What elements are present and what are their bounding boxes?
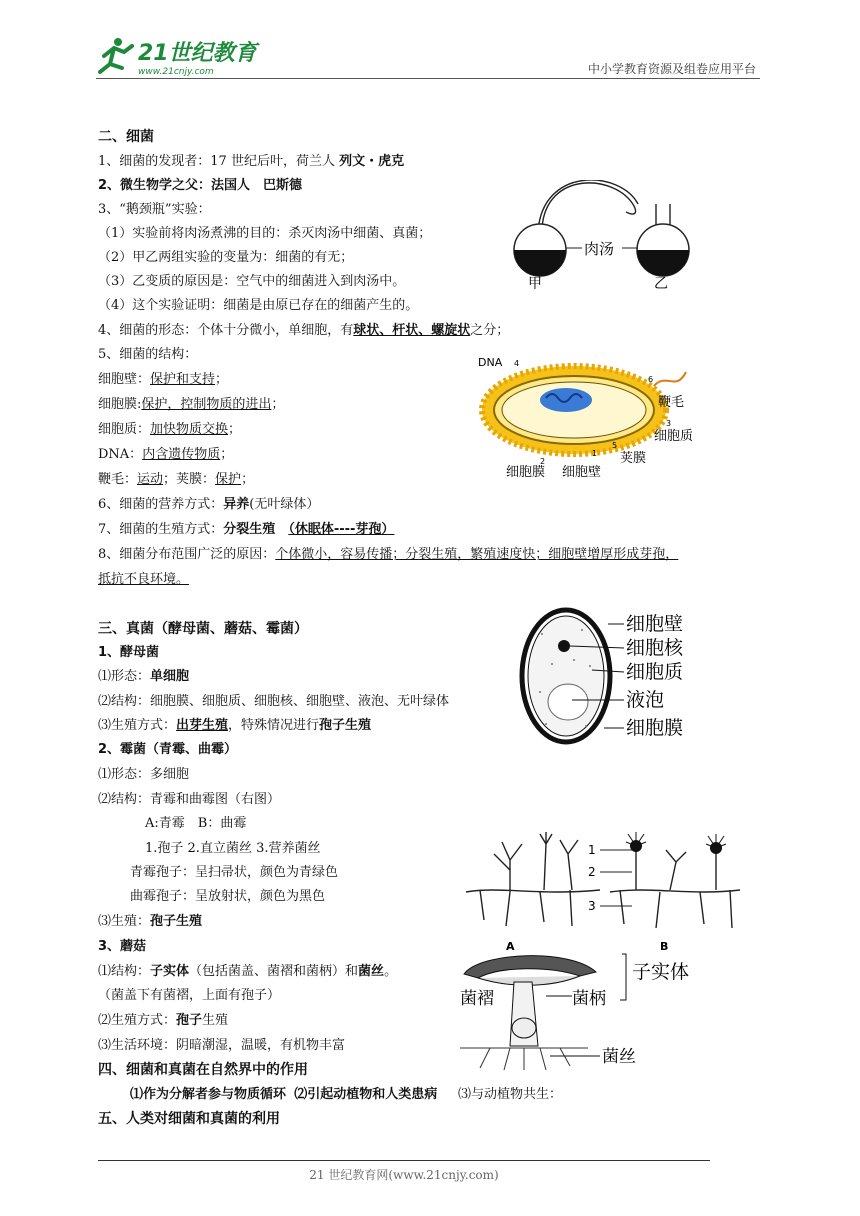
yeast-heading: 1、酵母菌 xyxy=(98,645,160,660)
mushroom-gill-note: （菌盖下有菌褶，上面有孢子） xyxy=(98,988,281,1003)
mold-heading: 2、霉菌（青霉、曲霉） xyxy=(98,742,238,757)
label-flagellum: 鞭毛 xyxy=(658,395,685,410)
line-wall: 细胞壁：保护和支持； xyxy=(98,372,229,387)
svg-text:4: 4 xyxy=(514,359,520,368)
mushroom-reproduction: ⑵生殖方式：孢子生殖 xyxy=(98,1013,229,1028)
line-exp-2: （2）甲乙两组实验的变量为：细菌的有无； xyxy=(98,250,354,265)
label-gill: 菌褶 xyxy=(460,989,494,1009)
runner-icon xyxy=(100,38,132,72)
mold-ab: A:青霉 B：曲霉 xyxy=(145,816,247,831)
label-mold-2: 2 xyxy=(588,865,596,879)
cap-shape xyxy=(464,956,596,978)
platform-name: 中小学教育资源及组卷应用平台 xyxy=(587,62,756,76)
site-logo xyxy=(96,34,266,78)
yeast-reproduction: ⑶生殖方式：出芽生殖，特殊情况进行孢子生殖 xyxy=(98,718,372,733)
label-hypha: 菌丝 xyxy=(602,1047,636,1067)
label-yeast-nucleus: 细胞核 xyxy=(626,637,684,659)
section-fungi-title: 三、真菌（酵母菌、蘑菇、霉菌） xyxy=(98,621,308,637)
penicillium-shape xyxy=(466,832,600,926)
label-mold-3: 3 xyxy=(588,899,596,913)
label-yeast-membrane: 细胞膜 xyxy=(626,717,684,739)
label-membrane: 细胞膜 xyxy=(506,465,546,480)
mold-form: ⑴形态：多细胞 xyxy=(98,767,190,782)
line-membrane: 细胞膜:保护，控制物质的进出； xyxy=(98,397,285,412)
svg-text:5: 5 xyxy=(612,441,618,450)
footer-text: 21 世纪教育网(www.21cnjy.com) xyxy=(309,1168,499,1182)
label-yeast-cytoplasm: 细胞质 xyxy=(626,661,684,683)
bacteria-structure-figure xyxy=(476,352,700,482)
mold-penicillium: 青霉孢子：呈扫帚状，颜色为青绿色 xyxy=(130,865,339,880)
flagellum-shape xyxy=(654,372,686,386)
svg-text:6: 6 xyxy=(648,375,654,384)
line-cytoplasm: 细胞质：加快物质交换； xyxy=(98,422,242,437)
yeast-vacuole-shape xyxy=(548,684,588,720)
line-exp-4: （4）这个实验证明：细菌是由原已存在的细菌产生的。 xyxy=(98,298,419,313)
label-fruit-body: 子实体 xyxy=(632,961,690,983)
mold-parts: 1.孢子 2.直立菌丝 3.营养菌丝 xyxy=(145,841,321,856)
line-flagellum: 鞭毛：运动；荚膜：保护； xyxy=(98,472,255,487)
label-mold-1: 1 xyxy=(588,843,596,857)
header-rule xyxy=(96,78,760,79)
line-exp-1: （1）实验前将肉汤煮沸的目的：杀灭肉汤中细菌、真菌； xyxy=(98,226,432,241)
logo-text: 21世纪教育 xyxy=(138,41,257,66)
line-distribution-cont: 抵抗不良环境。 xyxy=(98,572,190,587)
label-mush-a: A xyxy=(506,940,515,953)
logo-url: www.21cnjy.com xyxy=(138,67,214,77)
line-distribution: 8、细菌分布范围广泛的原因：个体微小，容易传播；分裂生殖，繁殖速度快；细胞壁增厚形成芽孢， xyxy=(98,547,679,562)
line-exp-3: （3）乙变质的原因是：空气中的细菌进入到肉汤中。 xyxy=(98,274,406,289)
yeast-structure: ⑵结构：细胞膜、细胞质、细胞核、细胞壁、液泡、无叶绿体 xyxy=(98,694,450,709)
yeast-form: ⑴形态：单细胞 xyxy=(98,669,190,684)
label-flask-a: 甲 xyxy=(528,276,542,292)
mold-reproduction: ⑶生殖：孢子生殖 xyxy=(98,914,203,929)
label-yeast-wall: 细胞壁 xyxy=(626,613,684,635)
mushroom-heading: 3、蘑菇 xyxy=(98,939,147,954)
line-structure: 5、细菌的结构： xyxy=(98,347,198,362)
line-shape: 4、细菌的形态：个体十分微小，单细胞，有球状、杆状、螺旋状之分； xyxy=(98,323,510,338)
label-flask-b: 乙 xyxy=(654,276,668,292)
dna-shape xyxy=(540,388,592,412)
footer-rule xyxy=(98,1160,710,1161)
mold-aspergillus: 曲霉孢子：呈放射状，颜色为黑色 xyxy=(130,889,326,904)
section-bacteria-title: 二、细菌 xyxy=(98,129,154,145)
label-wall: 细胞壁 xyxy=(562,465,602,480)
yeast-nucleus-shape xyxy=(558,640,570,652)
swan-neck-flask-figure xyxy=(506,180,692,292)
svg-text:3: 3 xyxy=(666,419,672,428)
section-use-title: 五、人类对细菌和真菌的利用 xyxy=(98,1111,280,1127)
aspergillus-shape xyxy=(610,850,740,928)
label-capsule: 荚膜 xyxy=(620,451,647,466)
mushroom-figure xyxy=(450,936,716,1072)
section-role-title: 四、细菌和真菌在自然界中的作用 xyxy=(98,1062,308,1078)
line-nutrition: 6、细菌的营养方式：异养(无叶绿体） xyxy=(98,497,320,512)
mushroom-structure: ⑴结构：子实体（包括菌盖、菌褶和菌柄）和菌丝。 xyxy=(98,964,398,979)
mushroom-habitat: ⑶生活环境：阴暗潮湿，温暖，有机物丰富 xyxy=(98,1038,346,1053)
mold-figure xyxy=(460,830,744,938)
mold-structure: ⑵结构：青霉和曲霉图（右图） xyxy=(98,792,281,807)
label-dna: DNA xyxy=(478,356,503,369)
line-discoverer: 1、细菌的发现者：17 世纪后叶，荷兰人 列文・虎克 xyxy=(98,154,405,169)
line-dna: DNA：内含遗传物质； xyxy=(98,447,234,462)
label-mush-b: B xyxy=(660,940,669,953)
role-items: ⑴作为分解者参与物质循环 ⑵引起动植物和人类患病 ⑶与动植物共生： xyxy=(130,1087,562,1102)
svg-text:2: 2 xyxy=(540,457,546,466)
line-father: 2、微生物学之父：法国人 巴斯德 xyxy=(98,178,303,193)
yeast-figure xyxy=(512,604,708,748)
label-stalk: 菌柄 xyxy=(572,989,606,1009)
svg-text:1: 1 xyxy=(592,449,598,458)
label-yeast-vacuole: 液泡 xyxy=(626,689,665,711)
label-broth: 肉汤 xyxy=(584,240,615,258)
line-experiment: 3、“鹅颈瓶”实验： xyxy=(98,202,211,217)
label-cytoplasm: 细胞质 xyxy=(654,429,694,444)
line-reproduction: 7、细菌的生殖方式：分裂生殖 （休眠体----芽孢） xyxy=(98,522,395,537)
